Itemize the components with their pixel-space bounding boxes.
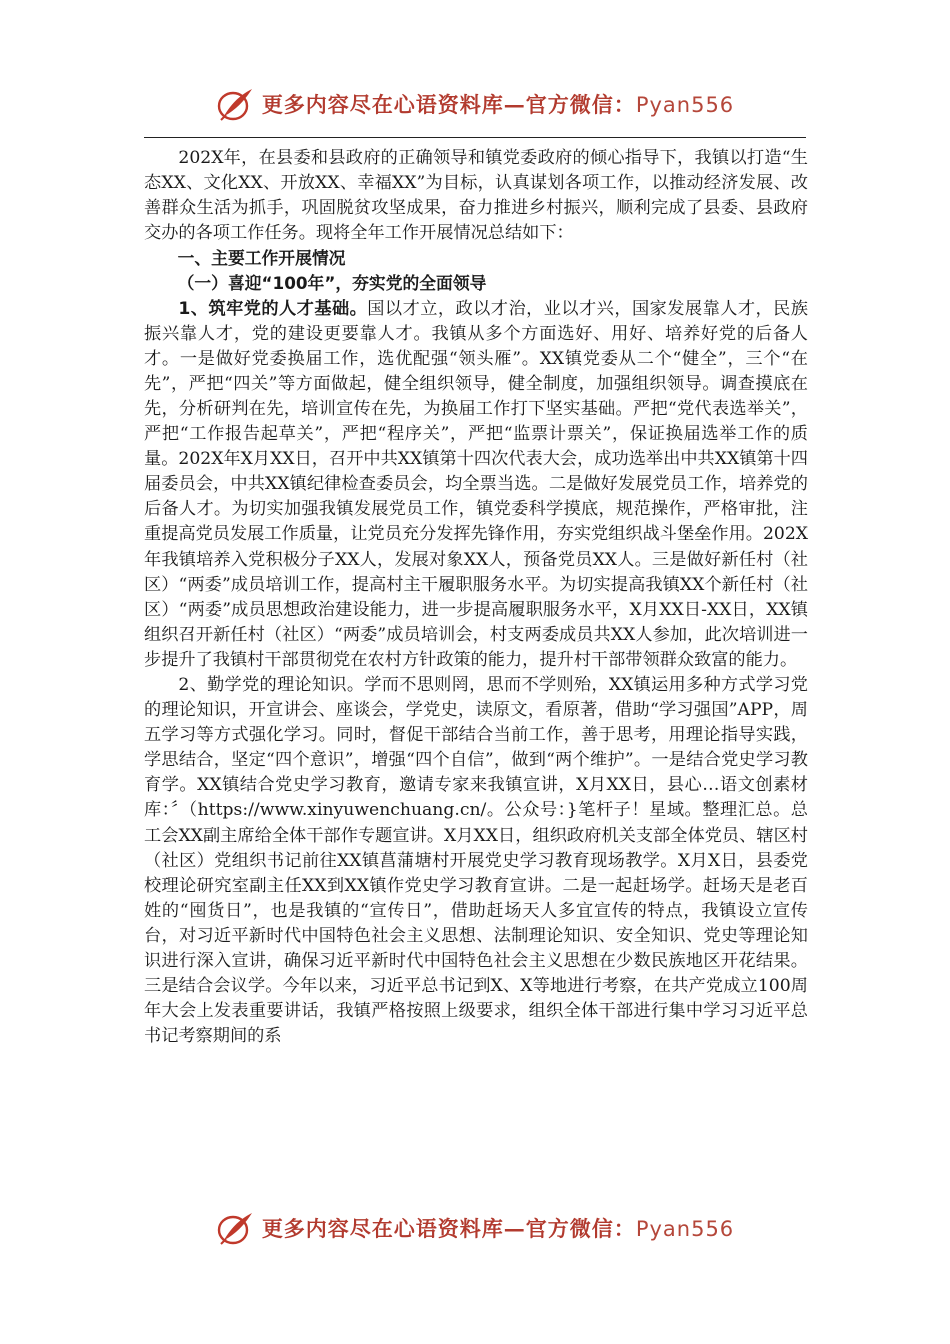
section-heading: 一、主要工作开展情况: [177, 248, 346, 269]
banner-text: 更多内容尽在心语资料库—官方微信：Pyan556: [261, 92, 735, 117]
paragraph-theory: 2、勤学党的理论知识。学而不思则罔，思而不学则殆，XX镇运用多种方式学习党的理论知识，开宣讲会、座谈会，学党史，读原文，看原著，借助“学习强国”APP，周五学习等方式强化学习。同时，督促干部结合当前工作，善于思考，用理论指导实践，学思结合，坚定“四个意识”，增强“四个自信”，做到“两个维护”。一是结合党史学习教育学。XX镇结合党史学习教育，邀请专家来我镇宣讲，X月XX日，县心…语文创素材库：〞（https://www.xinyuwenchuang.cn/。公众号：}笔杆子！星域。整理汇总。总工会XX副主席给全体干部作专题宣讲。X月XX日，组织政府机关支部全体党员、辖区村（社区）党组织书记前往XX镇菖蒲塘村开展党史学习教育现场教学。X月X日，县委党校理论研究室副主任XX到XX镇作党史学习教育宣讲。二是一起赶场学。赶场天是老百姓的“囤货日”，也是我镇的“宣传日”，借助赶场天人多宜宣传的特点，我镇设立宣传台，对习近平新时代中国特色社会主义思想、法制理论知识、安全知识、党史等理论知识进行深入宣讲，确保习近平新时代中国特色社会主义思想在少数民族地区开花结果。三是结合会议学。今年以来，习近平总书记到X、X等地进行考察，在共产党成立100周年大会上发表重要讲话，我镇严格按照上级要求，组织全体干部进行集中学习习近平总书记考察期间的系: [144, 674, 808, 1047]
header-banner: [0, 84, 950, 124]
footer-banner: [0, 1208, 950, 1248]
quill-logo-icon: [216, 86, 256, 122]
banner-text: 更多内容尽在心语资料库—官方微信：Pyan556: [261, 1216, 735, 1241]
subsection-heading: （一）喜迎“100年”，夯实党的全面领导: [177, 273, 487, 294]
body-text: [144, 146, 808, 1049]
paragraph-body: 国以才立，政以才治，业以才兴，国家发展靠人才，民族振兴靠人才，党的建设更要靠人才。我镇从多个方面选好、用好、培养好党的后备人才。一是做好党委换届工作，选优配强“领头雁”。XX镇党委从二个“健全”，三个“在先”，严把“四关”等方面做起，健全组织领导，健全制度，加强组织领导。调查摸底在先，分析研判在先，培训宣传在先，为换届工作打下坚实基础。严把“党代表选举关”，严把“工作报告起草关”，严把“程序关”，严把“监票计票关”，保证换届选举工作的质量。202X年X月XX日，召开中共XX镇第十四次代表大会，成功选举出中共XX镇第十四届委员会，中共XX镇纪律检查委员会，均全票当选。二是做好发展党员工作，培养党的后备人才。为切实加强我镇发展党员工作，镇党委科学摸底，规范操作，严格审批，注重提高党员发展工作质量，让党员充分发挥先锋作用，夯实党组织战斗堡垒作用。202X年我镇培养入党积极分子XX人，发展对象XX人，预备党员XX人。三是做好新任村（社区）“两委”成员培训工作，提高村主干履职服务水平。为切实提高我镇XX个新任村（社区）“两委”成员思想政治建设能力，进一步提高履职服务水平，X月XX日-XX日，XX镇组织召开新任村（社区）“两委”成员培训会，村支两委成员共XX人参加，此次培训进一步提升了我镇村干部贯彻党在农村方针政策的能力，提升村干部带领群众致富的能力。: [144, 298, 808, 670]
quill-logo-icon: [216, 1210, 256, 1246]
paragraph-lead: 1、筑牢党的人才基础。: [178, 298, 368, 319]
intro-paragraph: 202X年，在县委和县政府的正确领导和镇党委政府的倾心指导下，我镇以打造“生态XX、文化XX、开放XX、幸福XX”为目标，认真谋划各项工作，以推动经济发展、改善群众生活为抓手，巩固脱贫攻坚成果，奋力推进乡村振兴，顺利完成了县委、县政府交办的各项工作任务。现将全年工作开展情况总结如下：: [144, 148, 808, 244]
paragraph-talent: [144, 297, 808, 673]
header-rule: [144, 137, 806, 138]
